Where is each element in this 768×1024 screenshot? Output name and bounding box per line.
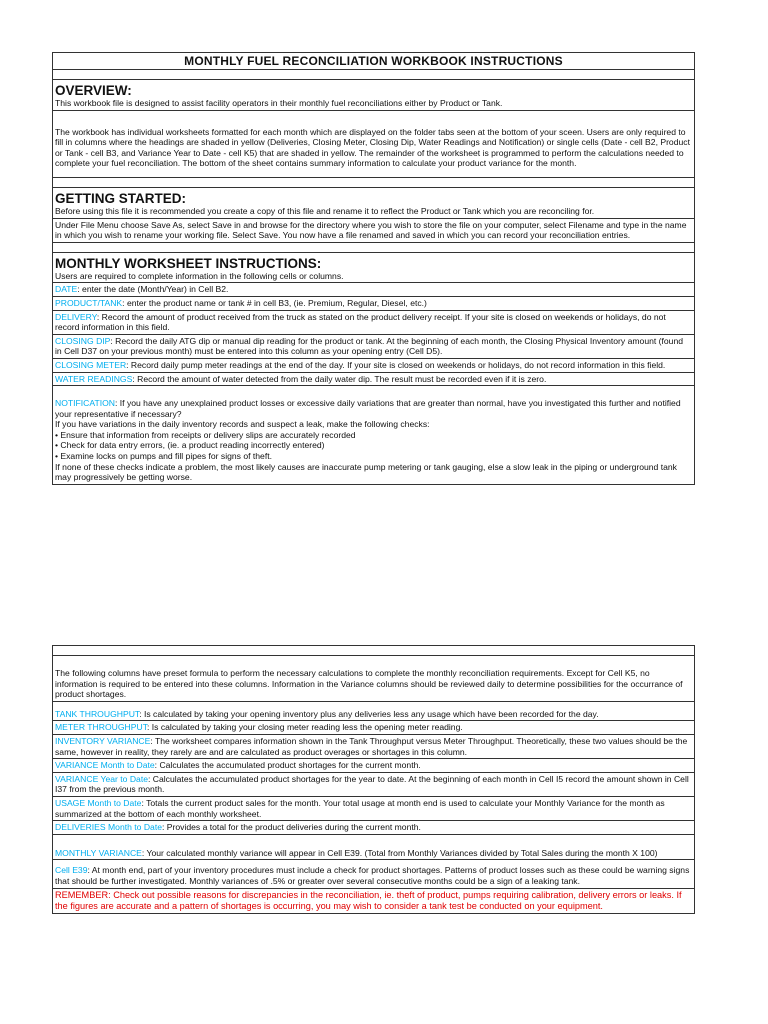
getting-started-heading: GETTING STARTED: [55, 190, 186, 206]
keyword: DATE [55, 284, 78, 295]
monthly-intro: Users are required to complete information in the following cells or columns. [55, 270, 344, 281]
getting-started-intro: Before using this file it is recommended you create a copy of this file and rename it to reflect the Product or Tank which you are reconciling for. [55, 205, 595, 216]
instruction-text: : enter the product name or tank # in cell B3, (ie. Premium, Regular, Diesel, etc.) [122, 297, 427, 308]
keyword: PRODUCT/TANK [55, 297, 123, 308]
instruction-text: : Record the amount of water detected from the daily water dip. The result must be recorded even if it is zero. [132, 373, 547, 384]
check-item: • Examine locks on pumps and fill pipes for signs of theft. [55, 451, 273, 462]
formula-text: : Is calculated by taking your closing meter reading less the opening meter reading. [147, 722, 463, 733]
remember-note: REMEMBER: Check out possible reasons for discrepancies in the reconciliation, ie. theft of product, pumps requiring calibration, delivery errors or leaks. If the figures are accurate and a pattern of shortages is occurring, you may wish to consider a tank test be conducted on your equipment. [52, 889, 695, 915]
formula-row-meter-throughput [52, 721, 695, 735]
instruction-row-date [52, 283, 695, 297]
empty-row [52, 243, 695, 253]
keyword: NOTIFICATION [55, 398, 115, 409]
formula-row-variance-mtd [52, 759, 695, 773]
keyword: WATER READINGS [55, 373, 133, 384]
formula-text: : Provides a total for the product deliveries during the current month. [162, 822, 421, 833]
formulas-intro: The following columns have preset formula to perform the necessary calculations to complete the monthly reconciliation requirements. Except for Cell K5, no information is required to be entered into these columns. Information in the Variance columns should be reviewed daily to determine possibilities for the occurrance of product shortages. [52, 656, 695, 702]
instruction-text: : Record daily pump meter readings at the end of the day. If your site is closed on weekends or holidays, do not record information in this field. [126, 359, 666, 370]
check-item: • Ensure that information from receipts or delivery slips are accurately recorded [55, 429, 356, 440]
empty-row [52, 178, 695, 188]
instruction-row-delivery [52, 311, 695, 335]
instruction-row-water-readings [52, 373, 695, 387]
instruction-text: : Record the amount of product received from the truck as stated on the product delivery receipt. If your site is closed on weekends or holidays, do not record information in this field. [55, 311, 666, 333]
formula-row-inventory-variance [52, 735, 695, 759]
formula-text: : Totals the current product sales for the month. Your total usage at month end is used to calculate your Monthly Variance for the month as summarized at the bottom of each monthly worksheet. [55, 797, 665, 819]
formula-text: : Calculates the accumulated product shortages for the year to date. At the beginning of each month in Cell I5 record the amount shown in Cell I37 from the previous month. [55, 773, 689, 795]
overview-heading: OVERVIEW: [55, 83, 132, 98]
check-item: • Check for data entry errors, (ie. a product reading incorrectly entered) [55, 440, 325, 451]
cell-e39-row [52, 860, 695, 888]
instruction-row-closing-meter [52, 359, 695, 373]
keyword: Cell E39 [55, 865, 88, 876]
keyword: CLOSING METER [55, 359, 127, 370]
instructions-sheet-top [52, 52, 695, 485]
getting-started-body: Under File Menu choose Save As, select Save in and browse for the directory where you wish to store the file on your computer, select Filename and type in the name in which you wish to rename your working file. Select Save. You now have a file renamed and saved in which you can record your reconciliation entries. [52, 219, 695, 243]
instruction-row-product-tank [52, 297, 695, 311]
overview-body: The workbook has individual worksheets formatted for each month which are displayed on the folder tabs seen at the bottom of your sceen. Users are only required to fill in columns where the headings are shaded in yellow (Deliveries, Closing Meter, Closing Dip, Water Readings and Notification) or single cells (Date - cell B2, Product or Tank - cell B3, and Variance Year to Date - cell K5) that are shaded in yellow. The remainder of the worksheet is programmed to perform the calculations needed to complete your fuel reconciliation. The bottom of the sheet contains summary information to calculate your product variance for the month. [52, 111, 695, 178]
monthly-section [52, 253, 695, 284]
formula-row-usage-mtd [52, 797, 695, 821]
formula-text: : The worksheet compares information shown in the Tank Throughput versus Meter Throughput. Theoretically, these two values should be the same, however in reality, they rarely are and are calculated as product overages or shortages in this column. [55, 735, 688, 757]
formula-text: : Calculates the accumulated product shortages for the current month. [154, 760, 421, 771]
notification-line: If none of these checks indicate a problem, the most likely causes are inaccurate pump metering or tank gauging, else a slow leak in the piping or underground tank may progressively be getting worse. [55, 461, 677, 483]
notification-line: If you have variations in the daily inventory records and suspect a leak, make the following checks: [55, 419, 430, 430]
formula-row-variance-ytd [52, 773, 695, 797]
keyword: VARIANCE Month to Date [55, 760, 155, 771]
keyword: DELIVERY [55, 311, 97, 322]
keyword: CLOSING DIP [55, 335, 111, 346]
keyword: TANK THROUGHPUT [55, 708, 140, 719]
notification-text: : If you have any unexplained product losses or excessive daily variations that are greater than normal, have you investigated this further and notified your representative if necessary? [55, 398, 681, 419]
instruction-row-closing-dip [52, 335, 695, 359]
overview-intro: This workbook file is designed to assist facility operators in their monthly fuel reconciliations either by Product or Tank. [55, 98, 503, 108]
formula-text: : Is calculated by taking your opening inventory plus any deliveries less any usage which have been recorded for the day. [139, 708, 599, 719]
keyword: MONTHLY VARIANCE [55, 847, 142, 858]
keyword: DELIVERIES Month to Date [55, 822, 162, 833]
keyword: METER THROUGHPUT [55, 722, 147, 733]
empty-row [52, 645, 695, 656]
empty-row [52, 70, 695, 80]
keyword: INVENTORY VARIANCE [55, 735, 151, 746]
notification-block [52, 386, 695, 485]
instruction-text: : Record the daily ATG dip or manual dip reading for the product or tank. At the beginning of each month, the Closing Physical Inventory amount (found in Cell D37 on your previous month) must be entered into this column as your opening entry (Cell D5). [55, 335, 684, 357]
page-title: MONTHLY FUEL RECONCILIATION WORKBOOK INSTRUCTIONS [52, 52, 695, 70]
monthly-variance-row [52, 835, 695, 861]
formula-text: : At month end, part of your inventory procedures must include a check for product shortages. Patterns of product losses such as these could be warning signs that should be further investigated. Monthly variances of .5% or greater over several consecutive months could be a sign of a leaking tank. [55, 865, 690, 886]
getting-started-section [52, 188, 695, 219]
formula-row-deliveries-mtd [52, 821, 695, 835]
keyword: VARIANCE Year to Date [55, 773, 148, 784]
instructions-sheet-bottom [52, 645, 695, 914]
monthly-heading: MONTHLY WORKSHEET INSTRUCTIONS: [55, 255, 322, 271]
keyword: USAGE Month to Date [55, 797, 142, 808]
formula-row-tank-throughput [52, 702, 695, 722]
instruction-text: : enter the date (Month/Year) in Cell B2. [77, 284, 229, 295]
overview-section [52, 80, 695, 111]
formula-text: : Your calculated monthly variance will appear in Cell E39. (Total from Monthly Variances divided by Total Sales during the month X 100) [141, 847, 658, 858]
